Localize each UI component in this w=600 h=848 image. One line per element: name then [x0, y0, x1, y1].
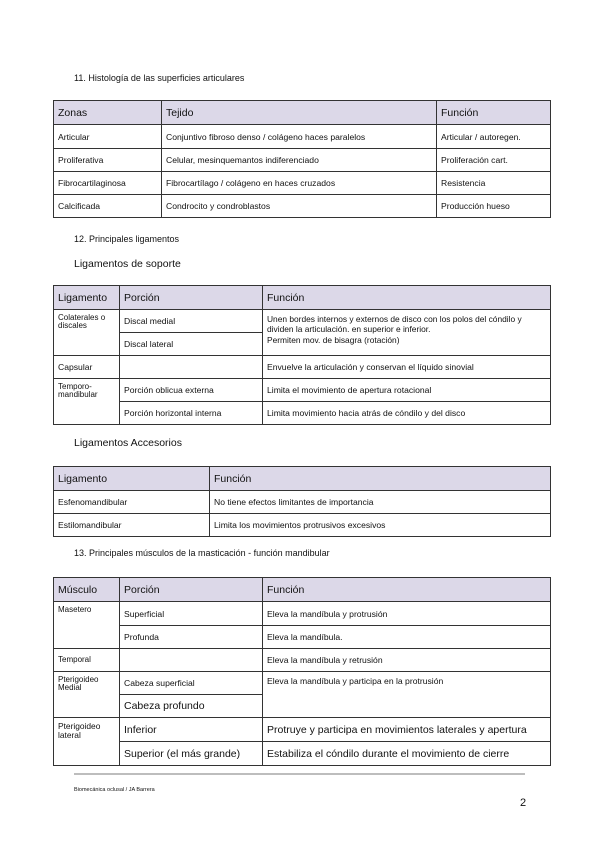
porcion-cell — [120, 649, 263, 672]
funcion-colaterales-text: Unen bordes internos y externos de disco con los polos del cóndilo y dividen la articulación. en superior e inferior. — [267, 314, 522, 335]
funcion-cell: Limita movimiento hacia atrás de cóndilo y del disco — [263, 402, 551, 425]
musculo-pterigoideo-lateral: Pterigoideo lateral — [54, 718, 120, 766]
funcion-cell: Producción hueso — [437, 195, 551, 218]
funcion-cell: Envuelve la articulación y conservan el líquido sinovial — [263, 356, 551, 379]
table-row — [54, 649, 551, 672]
musculos-table — [53, 577, 551, 766]
histology-table — [53, 100, 551, 218]
zona-cell: Articular — [54, 125, 162, 149]
section-12-title: 12. Principales ligamentos — [74, 234, 180, 244]
porcion-cell: Superior (el más grande) — [120, 742, 263, 766]
header-zonas: Zonas — [54, 101, 162, 125]
ligamentos-accesorios-table — [53, 466, 551, 537]
table-row — [54, 195, 551, 218]
funcion-colaterales-text-2: Permiten mov. de bisagra (rotación) — [267, 334, 400, 345]
accesorios-subtitle: Ligamentos Accesorios — [74, 437, 182, 449]
header-porcion: Porción — [120, 578, 263, 602]
header-ligamento: Ligamento — [54, 467, 210, 491]
ligamento-colaterales: Colaterales o discales — [54, 310, 120, 356]
porcion-cell: Discal medial — [120, 310, 263, 333]
porcion-cell: Discal lateral — [120, 333, 263, 356]
ligamento-cell: Esfenomandibular — [54, 491, 210, 514]
funcion-cell: Eleva la mandíbula. — [263, 626, 551, 649]
funcion-cell: Eleva la mandíbula y protrusión — [263, 602, 551, 626]
porcion-cell: Superficial — [120, 602, 263, 626]
tejido-cell: Celular, mesinquemantos indiferenciado — [162, 149, 437, 172]
funcion-cell: Protruye y participa en movimientos laterales y apertura — [263, 718, 551, 742]
ligamento-temporo: Temporo-mandibular — [54, 379, 120, 425]
zona-cell: Calcificada — [54, 195, 162, 218]
section-11-title: 11. Histología de las superficies articulares — [74, 73, 245, 83]
funcion-cell: Articular / autoregen. — [437, 125, 551, 149]
porcion-cell: Porción horizontal interna — [120, 402, 263, 425]
table-row — [54, 491, 551, 514]
table-row — [54, 379, 551, 402]
funcion-cell: Proliferación cart. — [437, 149, 551, 172]
table-row — [54, 742, 551, 766]
zona-cell: Proliferativa — [54, 149, 162, 172]
table-row — [54, 149, 551, 172]
porcion-cell: Cabeza superficial — [120, 672, 263, 695]
footer-text: Biomecánica oclusal / JA Barrera — [74, 787, 155, 793]
funcion-cell: Limita los movimientos protrusivos excesivos — [210, 514, 551, 537]
page-number: 2 — [520, 797, 527, 809]
funcion-colaterales — [263, 310, 551, 356]
table-row — [54, 718, 551, 742]
section-13-title: 13. Principales músculos de la masticación - función mandibular — [74, 548, 330, 558]
funcion-cell: Resistencia — [437, 172, 551, 195]
header-funcion: Función — [263, 578, 551, 602]
musculo-temporal: Temporal — [54, 649, 120, 672]
table-row — [54, 125, 551, 149]
funcion-cell: Estabiliza el cóndilo durante el movimiento de cierre — [263, 742, 551, 766]
table-row — [54, 172, 551, 195]
header-porcion: Porción — [120, 286, 263, 310]
header-musculo: Músculo — [54, 578, 120, 602]
table-row — [54, 402, 551, 425]
table-row — [54, 602, 551, 626]
tejido-cell: Condrocito y condroblastos — [162, 195, 437, 218]
header-funcion: Función — [437, 101, 551, 125]
funcion-cell: Eleva la mandíbula y participa en la protrusión — [263, 672, 551, 718]
zona-cell: Fibrocartilaginosa — [54, 172, 162, 195]
ligamentos-soporte-table — [53, 285, 551, 425]
table-row — [54, 310, 551, 333]
header-ligamento: Ligamento — [54, 286, 120, 310]
porcion-cell: Porción oblicua externa — [120, 379, 263, 402]
header-tejido: Tejido — [162, 101, 437, 125]
table-row — [54, 672, 551, 695]
header-funcion: Función — [263, 286, 551, 310]
porcion-cell — [120, 356, 263, 379]
musculo-pterigoideo-medial: Pterigoideo Medial — [54, 672, 120, 718]
table-row — [54, 356, 551, 379]
header-funcion: Función — [210, 467, 551, 491]
ligamento-cell: Estilomandibular — [54, 514, 210, 537]
tejido-cell: Conjuntivo fibroso denso / colágeno haces paralelos — [162, 125, 437, 149]
table-row — [54, 514, 551, 537]
funcion-cell: Eleva la mandíbula y retrusión — [263, 649, 551, 672]
funcion-cell: Limita el movimiento de apertura rotacional — [263, 379, 551, 402]
musculo-masetero: Masetero — [54, 602, 120, 649]
footer-divider — [74, 773, 525, 775]
porcion-cell: Inferior — [120, 718, 263, 742]
tejido-cell: Fibrocartílago / colágeno en haces cruzados — [162, 172, 437, 195]
ligamento-capsular: Capsular — [54, 356, 120, 379]
funcion-cell: No tiene efectos limitantes de importancia — [210, 491, 551, 514]
soporte-subtitle: Ligamentos de soporte — [74, 258, 181, 270]
porcion-cell: Profunda — [120, 626, 263, 649]
table-row — [54, 626, 551, 649]
porcion-cell: Cabeza profundo — [120, 695, 263, 718]
